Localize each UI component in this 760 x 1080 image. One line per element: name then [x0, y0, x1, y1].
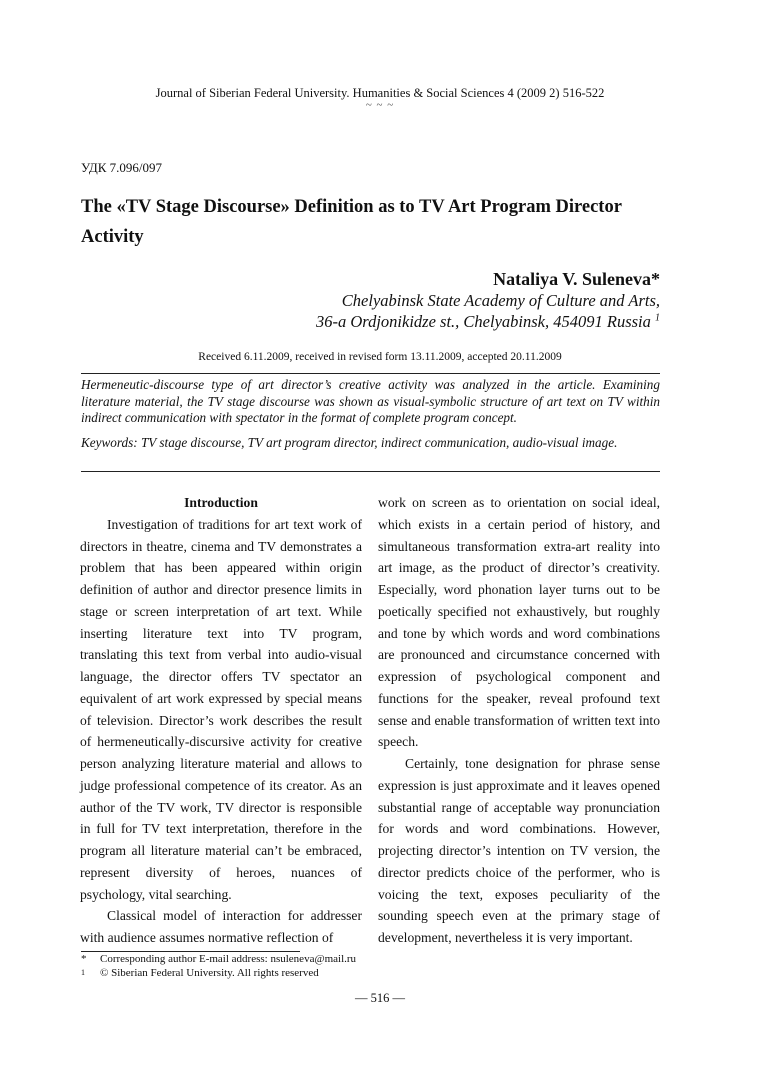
- paragraph: work on screen as to orientation on social ideal, which exists in a certain period of history, and simultaneous transformation extra-art reality into art image, as the product of director’s creativity. Especially, word phonation layer turns out to be poetically specified not exhaustively, but roughly and tone by which words and word combinations are pronounced and circumstance concerned with expression of psychological component and functions for the speaker, reveal profound text sense and enable transformation of written text into speech.: [378, 495, 660, 750]
- received-dates: Received 6.11.2009, received in revised form 13.11.2009, accepted 20.11.2009: [198, 351, 562, 363]
- author-name-text: Nataliya V. Suleneva: [493, 269, 651, 289]
- page-number: — 516 —: [355, 991, 405, 1005]
- paragraph: Investigation of traditions for art text work of directors in theatre, cinema and TV demonstrates a problem that has been appeared within origin definition of author and director presence limits in stage or screen interpretation of art text. While inserting literature text into TV program, translating this text from verbal into audio-visual language, the director offers TV spectator an equivalent of art work expressed by special means of television. Director’s work describes the result of hermeneutically-discursive activity for creative person analyzing literature material and allows to judge professional competence of its creator. As an author of the TV work, TV director is responsible in full for TV text interpretation, therefore in the program all literature material can’t be embraced, represent diversity of heroes, nuances of psychology, vital searching.: [80, 516, 362, 902]
- article-title: The «TV Stage Discourse» Definition as to TV Art Program Director Activity: [81, 197, 622, 247]
- paragraph: Certainly, tone designation for phrase sense expression is just approximate and it leaves opened substantial range of acceptable way pronunciation for words and word combinations. However, projecting director’s intention on TV version, the director predicts choice of the performer, who is voicing the text, exposes peculiarity of the sounding speech even at the primary stage of development, nevertheless it is very important.: [378, 756, 660, 945]
- journal-header: Journal of Siberian Federal University. Humanities & Social Sciences 4 (2009 2) 516-522: [155, 86, 605, 100]
- paragraph: Classical model of interaction for addresser with audience assumes normative reflection of: [80, 908, 362, 945]
- abstract-top-rule: [81, 373, 660, 374]
- author-footnote-mark: *: [651, 269, 660, 289]
- footnote: [81, 966, 319, 980]
- footnote: [81, 952, 356, 966]
- author-name: [493, 269, 660, 290]
- footnote-text: © Siberian Federal University. All rights reserved: [100, 967, 319, 979]
- keywords: Keywords: TV stage discourse, TV art program director, indirect communication, audio-visual image.: [81, 435, 618, 450]
- section-heading: Introduction: [184, 495, 258, 510]
- header-ornament: ~ ~ ~: [365, 99, 395, 111]
- body-column-left: [80, 492, 362, 949]
- body-column-right: [378, 492, 660, 949]
- affiliation-footnote-mark: 1: [655, 312, 660, 324]
- footnote-mark: *: [81, 953, 87, 965]
- footnote-mark: 1: [81, 968, 85, 977]
- footnote-text: Corresponding author E-mail address: nsuleneva@mail.ru: [100, 953, 357, 965]
- udk-code: УДК 7.096/097: [81, 160, 163, 175]
- abstract-bottom-rule: [81, 471, 660, 472]
- affiliation-address: 36-a Ordjonikidze st., Chelyabinsk, 454091 Russia: [316, 312, 655, 331]
- affiliation-line-2: [316, 312, 660, 332]
- abstract: Hermeneutic-discourse type of art director’s creative activity was analyzed in the article. Examining literature material, the TV stage discourse was shown as visual-symbolic structure of art text on TV within indirect communication with spectator in the format of complete program concept.: [81, 377, 660, 425]
- affiliation-line-1: Chelyabinsk State Academy of Culture and Arts,: [341, 291, 660, 310]
